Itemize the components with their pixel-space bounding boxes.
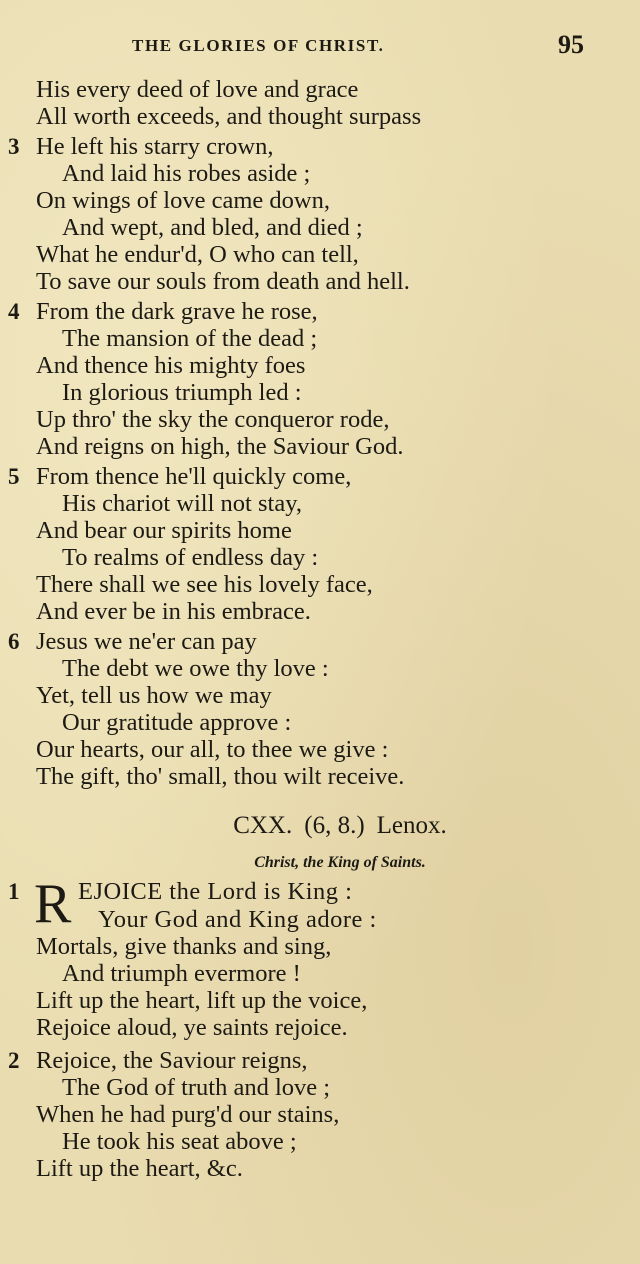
verse-line: And reigns on high, the Saviour God. [36,433,404,460]
verse-line: Yet, tell us how we may [36,682,272,709]
hymn-tune: Lenox. [376,812,447,839]
stanza-number: 3 [8,134,20,159]
verse-line: And triumph evermore ! [62,960,301,987]
verse-line: In glorious triumph led : [62,379,302,406]
stanza-number: 6 [8,629,20,654]
verse-line: Our gratitude approve : [62,709,292,736]
hymn-title [0,804,640,848]
verse-line: Your God and King adore : [98,906,377,933]
verse-line: And bear our spirits home [36,517,292,544]
verse-line: All worth exceeds, and thought surpass [36,103,422,130]
verse-line: To save our souls from death and hell. [36,268,410,295]
verse-line: Mortals, give thanks and sing, [36,933,332,960]
verse-line: His every deed of love and grace [36,76,359,103]
verse-line: He took his seat above ; [62,1128,297,1155]
verse-line: Lift up the heart, &c. [36,1155,243,1182]
verse-line: Rejoice aloud, ye saints rejoice. [36,1014,348,1041]
verse-line: 5 From thence he'll quickly come, [8,463,352,490]
verse-line: The God of truth and love ; [62,1074,331,1101]
verse-line: And thence his mighty foes [36,352,306,379]
running-head: THE GLORIES OF CHRIST. [132,36,385,55]
page-header [0,30,640,70]
hymn-subtitle: Christ, the King of Saints. [254,854,426,871]
page-number: 95 [558,30,584,59]
stanza-number: 1 [8,879,20,904]
verse-line: 3 He left his starry crown, [8,133,274,160]
page-body [0,76,640,1182]
verse-line: When he had purg'd our stains, [36,1101,340,1128]
verse-line: And laid his robes aside ; [62,160,311,187]
verse-line: To realms of endless day : [62,544,319,571]
hymn-number: CXX. [233,812,293,839]
hymn-meter: (6, 8.) [304,812,365,839]
drop-cap: R [34,873,72,935]
verse-line: And ever be in his embrace. [36,598,311,625]
verse-line: The debt we owe thy love : [62,655,329,682]
verse-line: 6 Jesus we ne'er can pay [8,628,257,655]
verse-line: Lift up the heart, lift up the voice, [36,987,368,1014]
verse-line: The mansion of the dead ; [62,325,318,352]
verse-line: And wept, and bled, and died ; [62,214,363,241]
verse-line: On wings of love came down, [36,187,330,214]
verse-line: There shall we see his lovely face, [36,571,373,598]
verse-line: What he endur'd, O who can tell, [36,241,359,268]
stanza-number: 2 [8,1048,20,1073]
verse-line: 1 R EJOICE the Lord is King : [8,873,353,935]
verse-line: 4 From the dark grave he rose, [8,298,318,325]
verse-line: His chariot will not stay, [62,490,302,517]
verse-line: Up thro' the sky the conqueror rode, [36,406,390,433]
stanza-number: 4 [8,299,20,324]
verse-line: The gift, tho' small, thou wilt receive. [36,763,405,790]
verse-line: Our hearts, our all, to thee we give : [36,736,389,763]
verse-line: 2 Rejoice, the Saviour reigns, [8,1047,308,1074]
stanza-number: 5 [8,464,20,489]
